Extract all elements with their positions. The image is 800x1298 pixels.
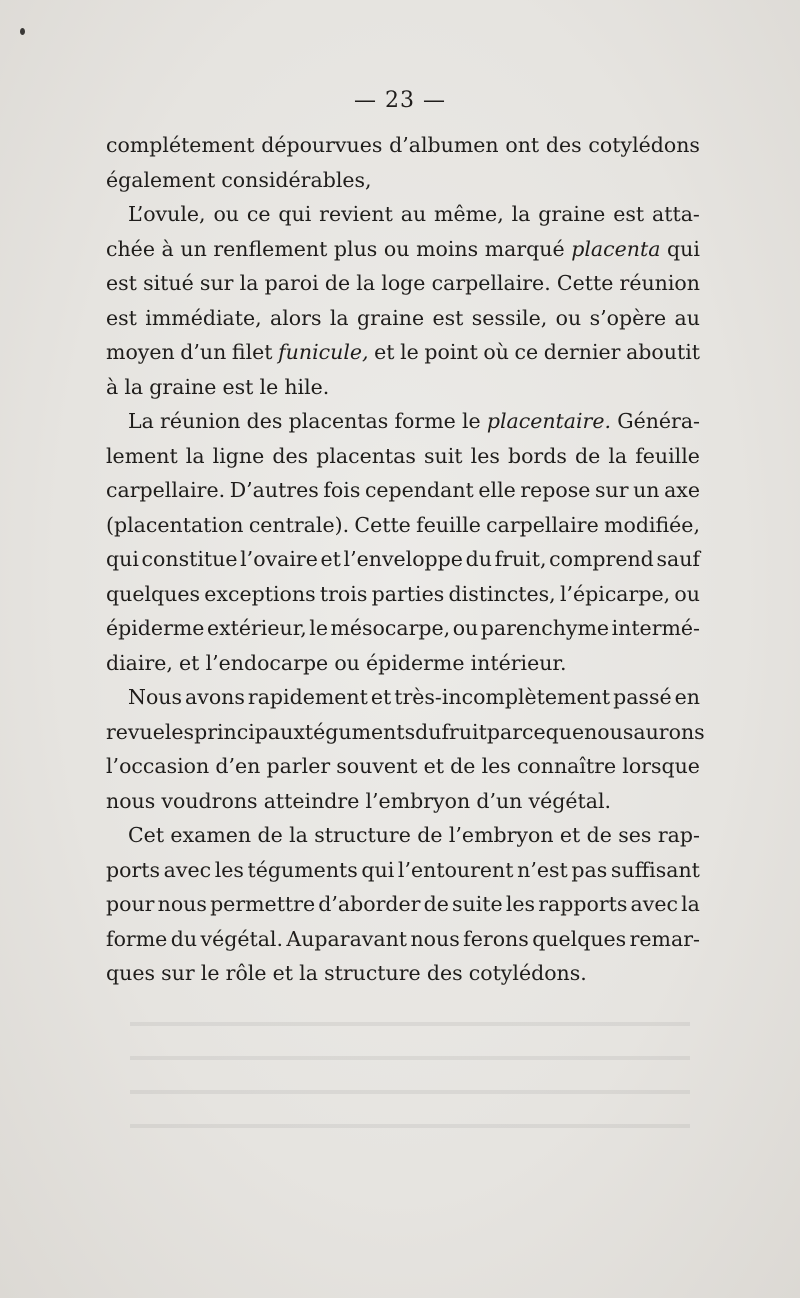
text-line: moyen d’un filet funicule, et le point où ce dernier aboutit <box>106 340 700 364</box>
text-line: à la graine est le hile. <box>106 374 330 399</box>
text-line: est immédiate, alors la graine est sessile, ou s’opère au <box>106 305 700 330</box>
text-line: ques sur le rôle et la structure des cotylédons. <box>106 961 587 985</box>
text-line: Cet examen de la structure de l’embryon et de ses rap- <box>128 823 700 847</box>
text-line: forme du végétal. Auparavant nous ferons quelques remar- <box>106 926 700 951</box>
text-line: nous voudrons atteindre l’embryon d’un végétal. <box>106 788 612 813</box>
text-line: quelques exceptions trois parties distinctes, l’épicarpe, ou <box>106 581 700 606</box>
ink-speck <box>20 28 25 35</box>
text-line: diaire, et l’endocarpe ou épiderme intérieur. <box>106 650 567 675</box>
text-line: complétement dépourvues d’albumen ont des cotylédons <box>106 133 700 157</box>
text-line: revue les principaux téguments du fruit parce que nous aurons <box>106 719 705 744</box>
text-line: ports avec les téguments qui l’entourent n’est pas suffisant <box>106 857 700 882</box>
text-line: l’occasion d’en parler souvent et de les connaître lorsque <box>106 754 700 778</box>
text-line: lement la ligne des placentas suit les bords de la feuille <box>106 443 700 468</box>
text-line: pour nous permettre d’aborder de suite les rapports avec la <box>106 892 700 916</box>
text-line: L’ovule, ou ce qui revient au même, la graine est atta- <box>128 202 700 226</box>
text-line: est situé sur la paroi de la loge carpellaire. Cette réunion <box>106 271 700 295</box>
text-line: Nous avons rapidement et très-incomplètement passé en <box>128 685 700 709</box>
text-line: également considérables, <box>106 167 372 192</box>
text-line: (placentation centrale). Cette feuille carpellaire modifiée, <box>106 512 700 537</box>
text-line: qui constitue l’ovaire et l’enveloppe du fruit, comprend sauf <box>106 547 700 571</box>
page-number: — 23 — <box>354 88 446 113</box>
text-line: chée à un renflement plus ou moins marqué placenta qui <box>106 236 700 261</box>
text-line: épiderme extérieur, le mésocarpe, ou parenchyme intermé- <box>106 616 700 640</box>
body-text <box>106 128 705 991</box>
show-through-text <box>130 1000 690 1150</box>
text-line: carpellaire. D’autres fois cependant elle repose sur un axe <box>106 478 700 502</box>
text-line: La réunion des placentas forme le placentaire. Généra- <box>128 409 700 433</box>
